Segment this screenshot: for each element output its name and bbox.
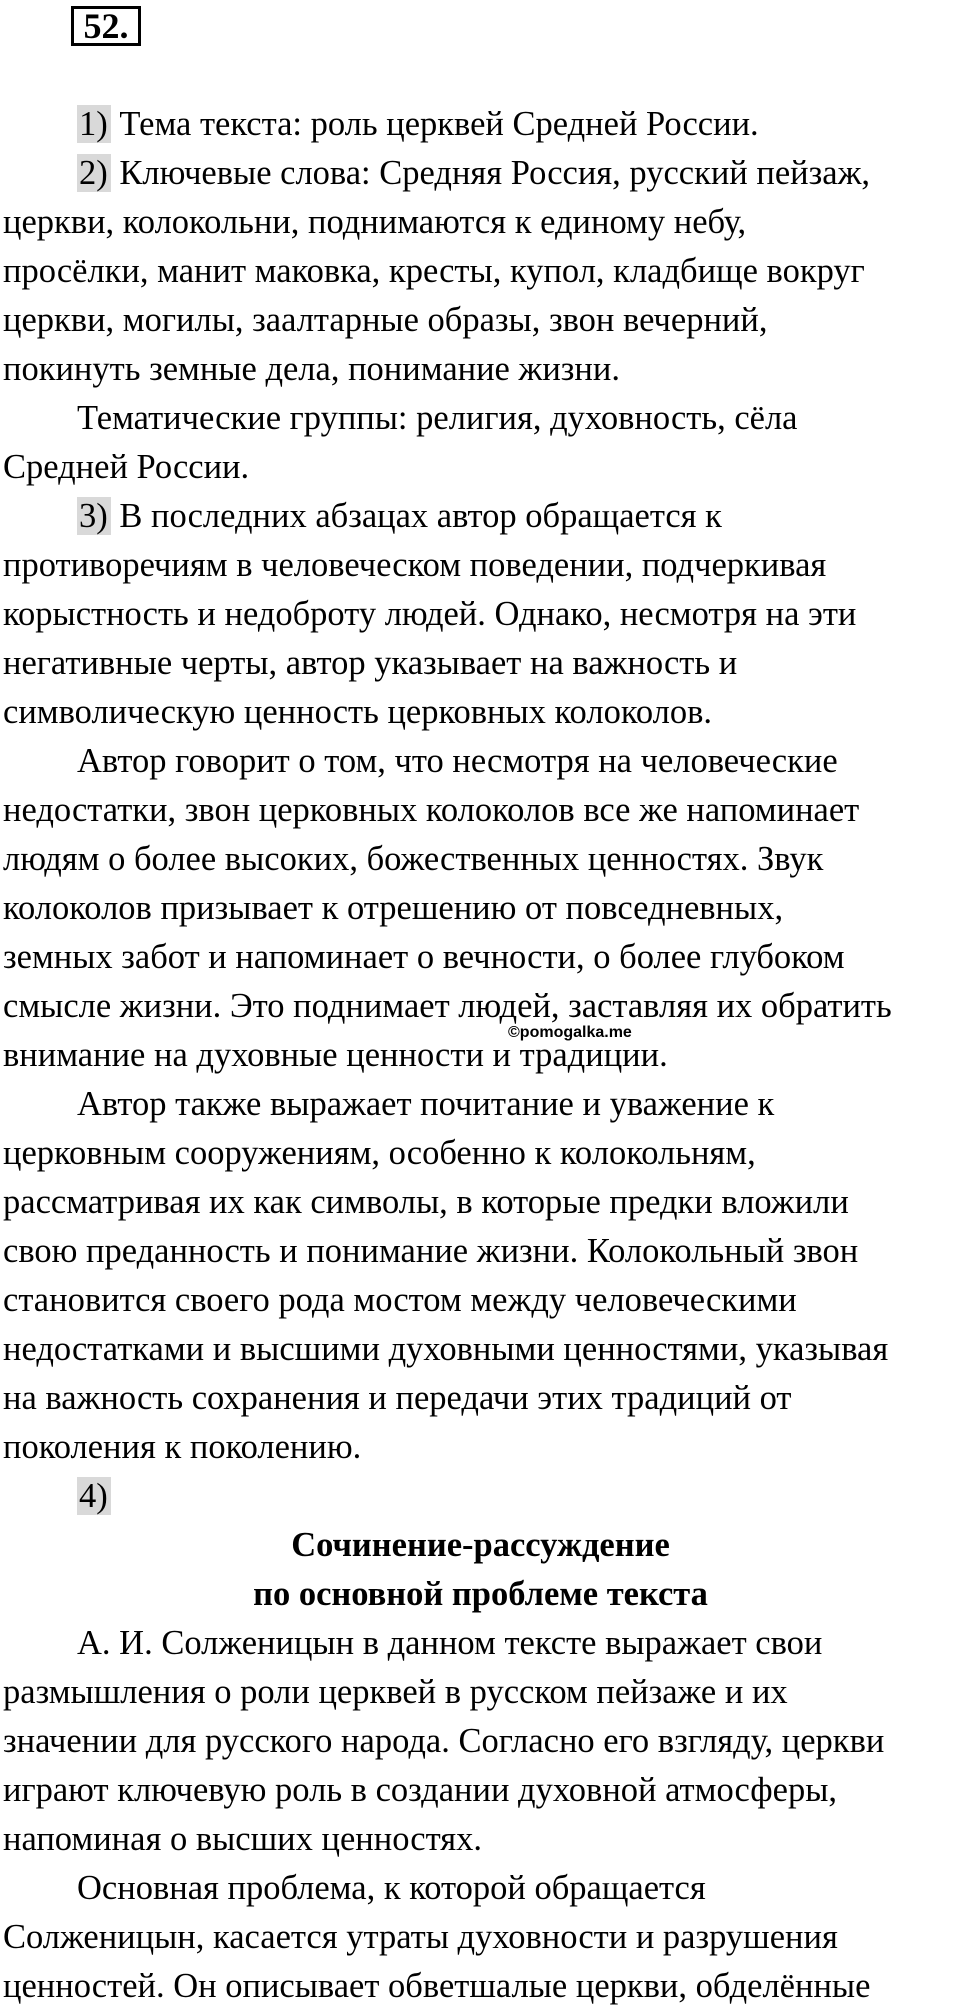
text-line: смысле жизни. Это поднимает людей, заставляя их обратить [3,987,892,1025]
paragraph-thematic-groups [3,394,958,492]
text-line: 2) Ключевые слова: Средняя Россия, русский пейзаж, [79,154,871,192]
essay-heading-line: Сочинение-рассуждение [291,1526,670,1564]
text-line: внимание на духовные ценности и традиции. [3,1036,668,1074]
text-line: церкви, колокольни, поднимаются к единому небу, [3,203,747,241]
paragraph-keywords [3,149,958,394]
text-line: символическую ценность церковных колоколов. [3,693,713,731]
text-line: колоколов призывает к отрешению от повседневных, [3,889,784,927]
task-number-box: 52. [71,6,141,46]
text-line: недостатки, звон церковных колоколов все же напоминает [3,791,860,829]
text-line: земных забот и напоминает о вечности, о более глубоком [3,938,845,976]
text-line: противоречиям в человеческом поведении, подчеркивая [3,546,827,584]
text-line: 3) В последних абзацах автор обращается к [79,497,722,535]
essay-heading [3,1521,958,1619]
essay-paragraph [3,1864,958,2011]
paragraph-item-4 [3,1472,958,1521]
text-line: на важность сохранения и передачи этих традиций от [3,1379,792,1417]
paragraph-topic [3,100,958,149]
text-line: значении для русского народа. Согласно его взгляду, церкви [3,1722,885,1760]
text-line [3,1472,958,1521]
item-marker: 3) [77,497,111,535]
text-line: церкви, могилы, заалтарные образы, звон вечерний, [3,301,768,339]
text-line: А. И. Солженицын в данном тексте выражает свои [77,1624,823,1662]
text-line: Автор также выражает почитание и уважение к [77,1085,775,1123]
text-line: корыстность и недоброту людей. Однако, несмотря на эти [3,595,857,633]
text-line: свою преданность и понимание жизни. Колокольный звон [3,1232,859,1270]
text-line: рассматривая их как символы, в которые предки вложили [3,1183,849,1221]
text-line: напоминая о высших ценностях. [3,1820,482,1858]
text-line: покинуть земные дела, понимание жизни. [3,350,620,388]
text-line: 1) Тема текста: роль церквей Средней России. [79,105,759,143]
item-marker: 2) [77,154,111,192]
text-line: недостатками и высшими духовными ценностями, указывая [3,1330,889,1368]
text-line: Автор говорит о том, что несмотря на человеческие [77,742,838,780]
paragraph-last-paragraphs [3,492,958,737]
item-marker: 4) [77,1477,111,1515]
paragraph-author-also [3,1080,958,1472]
item-marker: 1) [77,105,111,143]
text-line: становится своего рода мостом между человеческими [3,1281,797,1319]
text-line: Основная проблема, к которой обращается [77,1869,706,1907]
watermark: ©pomogalka.me [508,1024,632,1041]
text-line: размышления о роли церквей в русском пейзаже и их [3,1673,788,1711]
text-line: играют ключевую роль в создании духовной атмосферы, [3,1771,838,1809]
answer-text [3,100,958,2011]
text-line: Средней России. [3,448,250,486]
text-line: ценностей. Он описывает обветшалые церкви, обделённые [3,1967,871,2005]
text-line: поколения к поколению. [3,1428,362,1466]
text-line: просёлки, манит маковка, кресты, купол, кладбище вокруг [3,252,865,290]
text-line: людям о более высоких, божественных ценностях. Звук [3,840,824,878]
paragraph-author-says [3,737,958,1080]
text-line: Тематические группы: религия, духовность, сёла [77,399,798,437]
essay-paragraph [3,1619,958,1864]
text-line: церковным сооружениям, особенно к колокольням, [3,1134,756,1172]
text-line: негативные черты, автор указывает на важность и [3,644,738,682]
text-line: Солженицын, касается утраты духовности и разрушения [3,1918,838,1956]
essay-heading-line: по основной проблеме текста [253,1575,708,1613]
